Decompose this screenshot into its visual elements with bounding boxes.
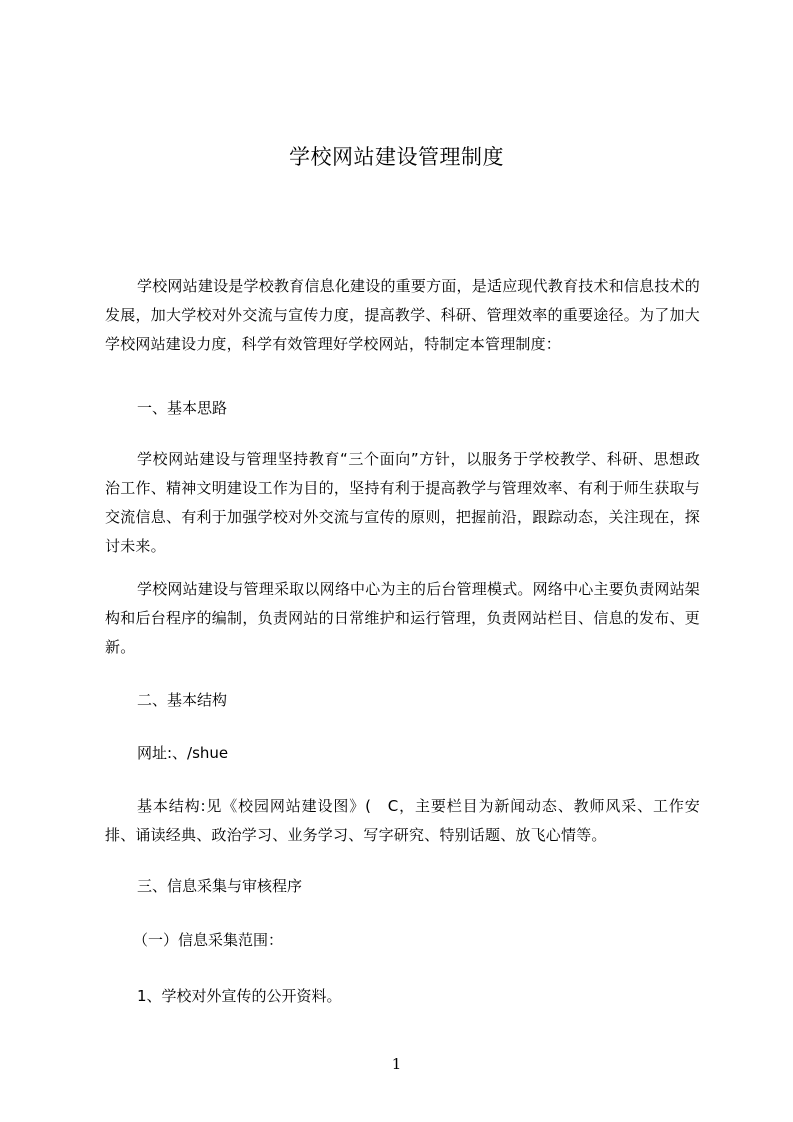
list-item-1: 1、学校对外宣传的公开资料。: [137, 987, 342, 1005]
section-1-paragraph-1: 学校网站建设与管理坚持教育“三个面向”方针，以服务于学校教学、科研、思想政治工作、精神文明建设工作为目的，坚持有利于提高教学与管理效率、有利于师生获取与交流信息、有利于加强学校对外交流与宣传的原则，把握前沿，跟踪动态，关注现在，探讨未来。: [105, 450, 700, 555]
section-1-heading: 一、基本思路: [137, 399, 228, 417]
page-number: 1: [391, 1055, 402, 1073]
section-1-paragraph-2: 学校网站建设与管理采取以网络中心为主的后台管理模式。网络中心主要负责网站架构和后台程序的编制，负责网站的日常维护和运行管理，负责网站栏目、信息的发布、更新。: [105, 580, 700, 656]
intro-paragraph: 学校网站建设是学校教育信息化建设的重要方面，是适应现代教育技术和信息技术的发展，加大学校对外交流与宣传力度，提高教学、科研、管理效率的重要途径。为了加大学校网站建设力度，科学有效管理好学校网站，特制定本管理制度：: [105, 277, 700, 353]
structure-paragraph: 基本结构:见《校园网站建设图》( C，主要栏目为新闻动态、教师风采、工作安排、诵读经典、政治学习、业务学习、写字研究、特别话题、放飞心情等。: [105, 797, 700, 844]
section-2-heading: 二、基本结构: [137, 691, 228, 709]
section-3-subheading: （一）信息采集范围：: [133, 931, 284, 949]
section-3-heading: 三、信息采集与审核程序: [137, 877, 303, 895]
website-url-line: 网址:、/shue: [137, 744, 229, 762]
document-title: 学校网站建设管理制度: [289, 145, 504, 169]
